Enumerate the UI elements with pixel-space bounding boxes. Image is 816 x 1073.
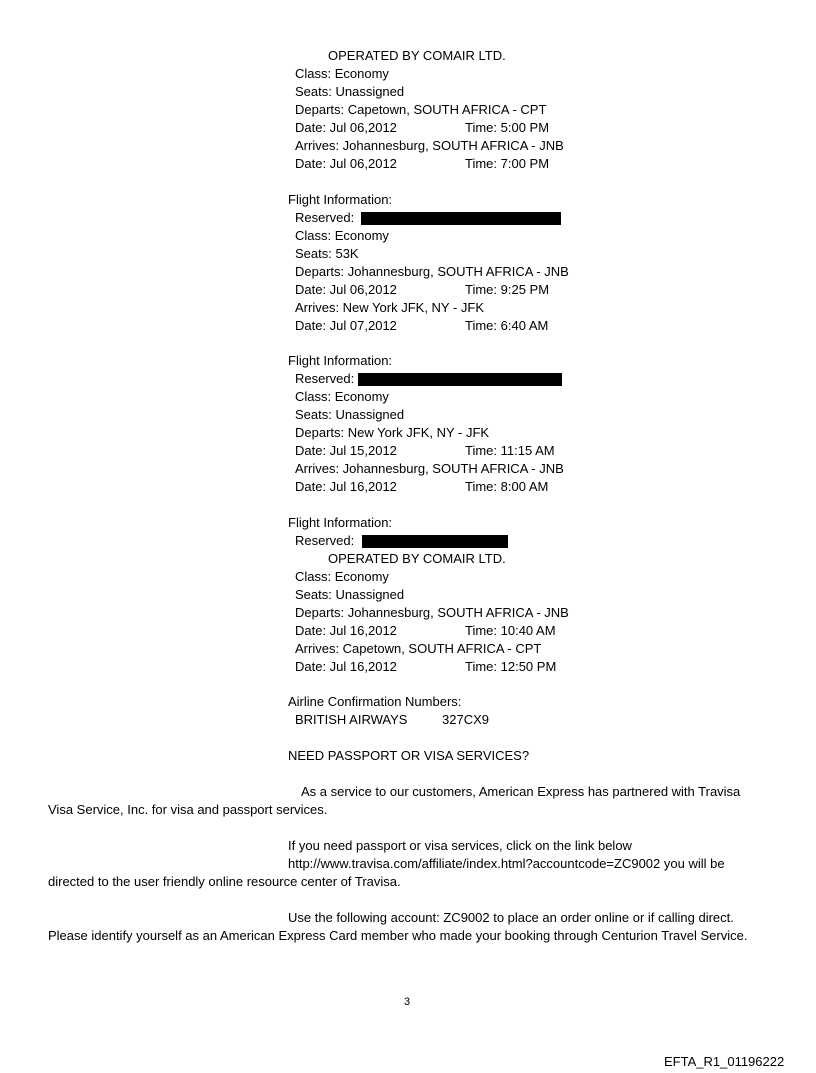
redaction-bar	[362, 535, 508, 548]
departs-line: Departs: New York JFK, NY - JFK	[295, 425, 490, 440]
reserved-label: Reserved:	[295, 371, 355, 386]
reserved-line	[295, 532, 508, 550]
passport-heading: NEED PASSPORT OR VISA SERVICES?	[288, 748, 530, 763]
departs-line: Departs: Capetown, SOUTH AFRICA - CPT	[295, 102, 547, 117]
departure-date: Date: Jul 06,2012	[295, 282, 397, 297]
passport-para3-line2: Please identify yourself as an American Express Card member who made your booking through Centurion Travel Service.	[48, 928, 748, 943]
passport-para2-line3: directed to the user friendly online resource center of Travisa.	[48, 874, 401, 889]
seats-line: Seats: 53K	[295, 246, 359, 261]
arrives-line: Arrives: Johannesburg, SOUTH AFRICA - JNB	[295, 461, 564, 476]
page-number: 3	[404, 996, 411, 1008]
arrives-line: Arrives: New York JFK, NY - JFK	[295, 300, 485, 315]
passport-para2-line1: If you need passport or visa services, click on the link below	[288, 838, 632, 853]
reserved-label: Reserved:	[295, 533, 355, 548]
departure-date: Date: Jul 16,2012	[295, 623, 397, 638]
operated-by-note: OPERATED BY COMAIR LTD.	[328, 551, 506, 566]
passport-para2-line2	[288, 855, 725, 873]
arrives-line: Arrives: Capetown, SOUTH AFRICA - CPT	[295, 641, 542, 656]
arrival-time: Time: 12:50 PM	[465, 659, 557, 674]
departure-time: Time: 9:25 PM	[465, 282, 550, 297]
operated-by-note: OPERATED BY COMAIR LTD.	[328, 48, 506, 63]
arrival-date: Date: Jul 16,2012	[295, 659, 397, 674]
reserved-line	[295, 370, 562, 388]
passport-para1-line2: Visa Service, Inc. for visa and passport services.	[48, 802, 328, 817]
passport-para2-suffix: you will be	[660, 856, 725, 871]
flight-info-header: Flight Information:	[288, 515, 393, 530]
class-line: Class: Economy	[295, 389, 389, 404]
document-id: EFTA_R1_01196222	[664, 1054, 785, 1069]
arrival-time: Time: 6:40 AM	[465, 318, 549, 333]
confirmation-airline: BRITISH AIRWAYS	[295, 712, 408, 727]
arrival-date: Date: Jul 06,2012	[295, 156, 397, 171]
arrival-time: Time: 8:00 AM	[465, 479, 549, 494]
confirmation-header: Airline Confirmation Numbers:	[288, 694, 462, 709]
seats-line: Seats: Unassigned	[295, 587, 405, 602]
flight-info-header: Flight Information:	[288, 353, 393, 368]
departure-date: Date: Jul 15,2012	[295, 443, 397, 458]
travisa-link[interactable]: http://www.travisa.com/affiliate/index.html?accountcode=ZC9002	[288, 856, 661, 871]
seats-line: Seats: Unassigned	[295, 84, 405, 99]
arrival-date: Date: Jul 07,2012	[295, 318, 397, 333]
departure-time: Time: 5:00 PM	[465, 120, 550, 135]
departs-line: Departs: Johannesburg, SOUTH AFRICA - JNB	[295, 264, 569, 279]
class-line: Class: Economy	[295, 66, 389, 81]
departure-date: Date: Jul 06,2012	[295, 120, 397, 135]
confirmation-code: 327CX9	[442, 712, 489, 727]
redaction-bar	[361, 212, 561, 225]
class-line: Class: Economy	[295, 228, 389, 243]
reserved-line	[295, 209, 561, 227]
reserved-label: Reserved:	[295, 210, 355, 225]
passport-para1-line1: As a service to our customers, American Express has partnered with Travisa	[301, 784, 741, 799]
flight-info-header: Flight Information:	[288, 192, 393, 207]
seats-line: Seats: Unassigned	[295, 407, 405, 422]
departs-line: Departs: Johannesburg, SOUTH AFRICA - JNB	[295, 605, 569, 620]
arrival-time: Time: 7:00 PM	[465, 156, 550, 171]
class-line: Class: Economy	[295, 569, 389, 584]
departure-time: Time: 10:40 AM	[465, 623, 556, 638]
passport-para3-line1: Use the following account: ZC9002 to place an order online or if calling direct.	[288, 910, 734, 925]
departure-time: Time: 11:15 AM	[465, 443, 555, 458]
arrival-date: Date: Jul 16,2012	[295, 479, 397, 494]
redaction-bar	[358, 373, 562, 386]
arrives-line: Arrives: Johannesburg, SOUTH AFRICA - JNB	[295, 138, 564, 153]
